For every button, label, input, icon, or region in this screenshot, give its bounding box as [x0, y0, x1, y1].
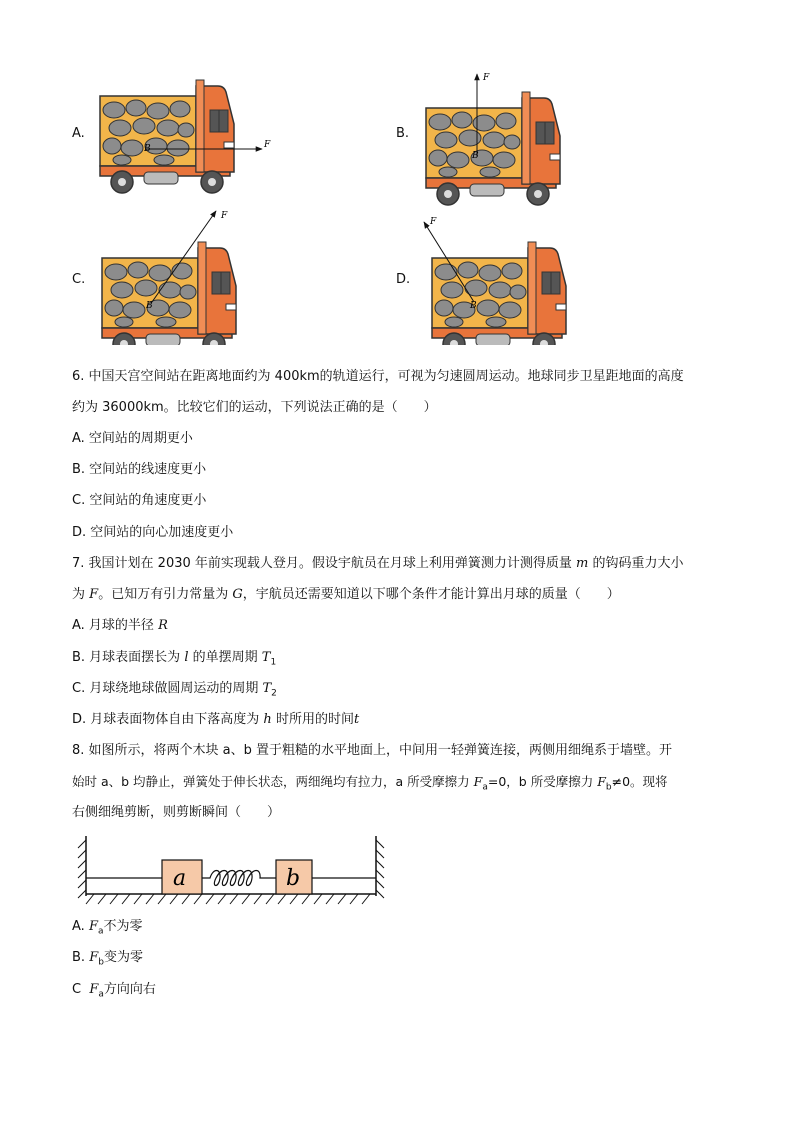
q8-line2: 始时 a、b 均静止，弹簧处于伸长状态，两细绳均有拉力，a 所受摩擦力 $F_a=0$，b 所受摩擦力 $F_b\ne 0$。现将 [72, 774, 668, 793]
force-label: F [264, 140, 271, 150]
point-label: B [144, 144, 151, 154]
truck-figure-c [102, 211, 236, 345]
block-a-label: a [173, 866, 187, 891]
option-letter-a: A. [72, 126, 85, 141]
truck-figure-d [424, 217, 566, 345]
q7-line1: 7. 我国计划在 2030 年前实现载人登月。假设宇航员在月球上利用弹簧测力计测得质量 m 的钩码重力大小 [72, 556, 684, 571]
q6-option-b: B. 空间站的线速度更小 [72, 462, 207, 477]
truck-figure-b [426, 73, 560, 205]
force-label: F [483, 73, 490, 83]
point-label: B [472, 151, 479, 161]
option-letter-c: C. [72, 272, 86, 287]
q8-line1: 8. 如图所示，将两个木块 a、b 置于粗糙的水平地面上，中间用一轻弹簧连接，两侧用细绳系于墙壁。开 [72, 743, 673, 758]
option-letter-d: D. [396, 272, 411, 287]
force-label: F [221, 211, 228, 221]
q6-option-a: A. 空间站的周期更小 [72, 431, 193, 446]
point-label: B [470, 301, 477, 311]
q7-option-d: D. 月球表面物体自由下落高度为 h 时所用的时间t [72, 712, 360, 727]
truck-figures [0, 0, 794, 345]
q8-option-a: A. $F_a$不为零 [72, 919, 143, 937]
q8-line3: 右侧细绳剪断，则剪断瞬间（ ） [72, 805, 281, 820]
force-label: F [430, 217, 437, 227]
spring-block-diagram [70, 832, 390, 908]
q8-option-c: C $F_a$方向向右 [72, 982, 156, 1000]
spring [202, 871, 276, 886]
point-label: B [146, 301, 153, 311]
q7-option-b: B. 月球表面摆长为 l 的单摆周期 $T_1$ [72, 650, 277, 668]
q7-option-a: A. 月球的半径 R [72, 618, 168, 633]
q6-line1: 6. 中国天宫空间站在距离地面约为 400km的轨道运行，可视为匀速圆周运动。地球同步卫星距地面的高度 [72, 369, 684, 384]
q6-option-d: D. 空间站的向心加速度更小 [72, 525, 234, 540]
q8-option-b: B. $F_b$变为零 [72, 950, 143, 968]
truck-figure-a [100, 80, 271, 193]
q6-option-c: C. 空间站的角速度更小 [72, 493, 207, 508]
q6-line2: 约为 36000km。比较它们的运动，下列说法正确的是（ ） [72, 400, 437, 415]
option-letter-b: B. [396, 126, 410, 141]
block-b-label: b [286, 866, 301, 891]
q7-option-c: C. 月球绕地球做圆周运动的周期 $T_2$ [72, 681, 277, 699]
q7-line2: 为 F。已知万有引力常量为 G，宇航员还需要知道以下哪个条件才能计算出月球的质量（ ） [72, 587, 620, 602]
